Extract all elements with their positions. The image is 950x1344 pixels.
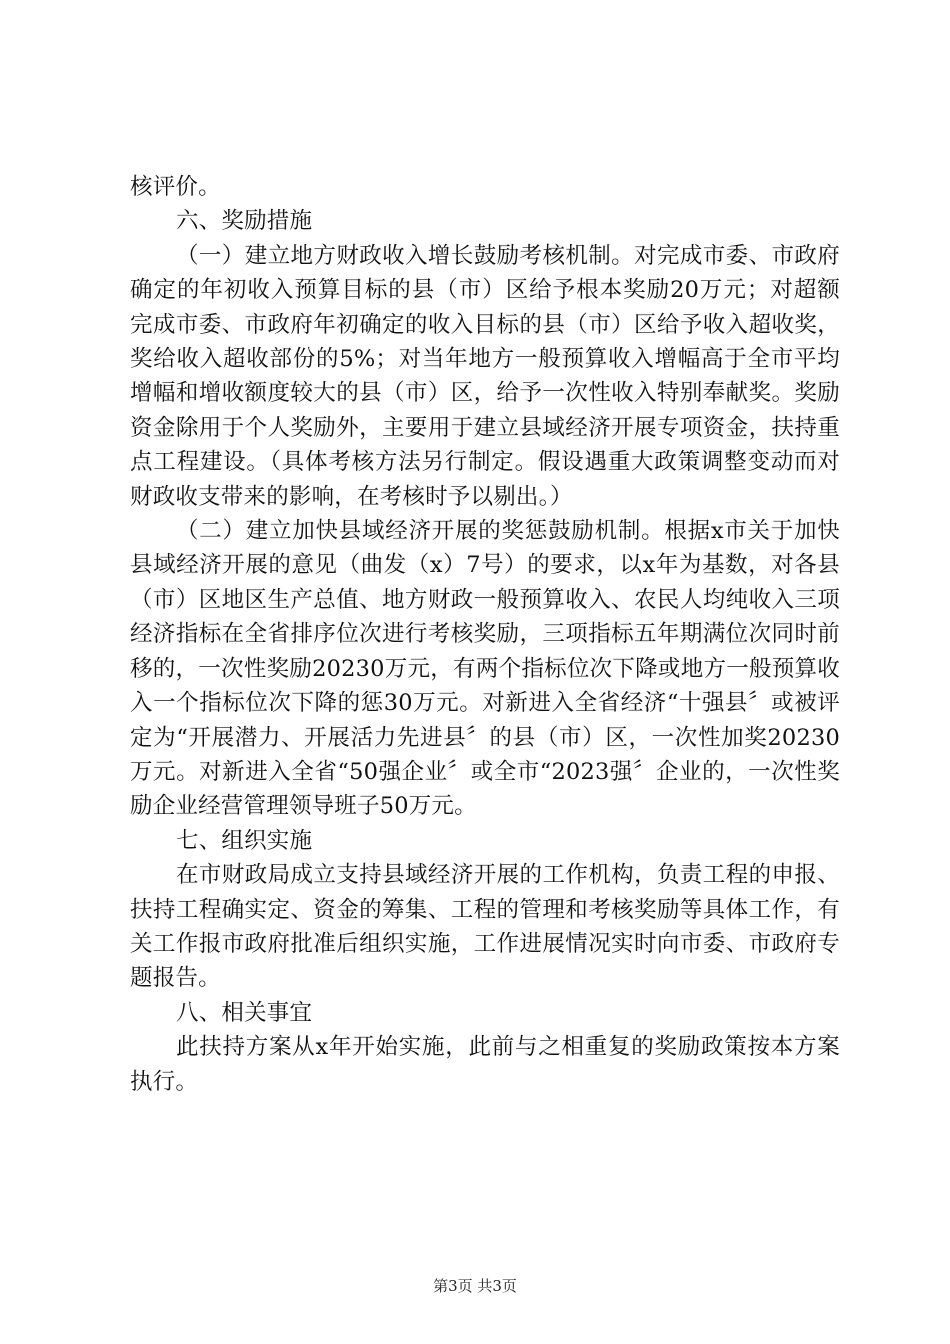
section-heading-8: 八、相关事宜 [176, 999, 313, 1026]
paragraph-related-matters: 此扶持方案从x年开始实施，此前与之相重复的奖励政策按本方案执行。 [130, 1034, 840, 1095]
page-number-footer: 第3页 共3页 [433, 1277, 517, 1295]
paragraph-continuation: 核评价。 [130, 174, 221, 200]
paragraph-organization: 在市财政局成立支持县域经济开展的工作机构，负责工程的申报、扶持工程确实定、资金的筹集、工程的管理和考核奖励等具体工作，有关工作报市政府批准后组织实施，工作进展情况实时向市委、市政府专题报告。 [130, 862, 840, 992]
section-heading-7: 七、组织实施 [176, 827, 313, 854]
paragraph-reward-1: （一）建立地方财政收入增长鼓励考核机制。对完成市委、市政府确定的年初收入预算目标的县（市）区给予根本奖励20万元；对超额完成市委、市政府年初确定的收入目标的县（市）区给予收入超收奖，奖给收入超收部份的5%；对当年地方一般预算收入增幅高于全市平均增幅和增收额度较大的县（市）区，给予一次性收入特别奉献奖。奖励资金除用于个人奖励外，主要用于建立县域经济开展专项资金，扶持重点工程建设。（具体考核方法另行制定。假设遇重大政策调整变动而对财政收支带来的影响，在考核时予以剔出。） [130, 242, 840, 510]
paragraph-reward-2: （二）建立加快县域经济开展的奖惩鼓励机制。根据x市关于加快县域经济开展的意见（曲发（x）7号）的要求，以x年为基数，对各县（市）区地区生产总值、地方财政一般预算收入、农民人均纯收入三项经济指标在全省排序位次进行考核奖励，三项指标五年期满位次同时前移的，一次性奖励20230万元，有两个指标位次下降或地方一般预算收入一个指标位次下降的惩30万元。对新进入全省经济“十强县〞或被评定为“开展潜力、开展活力先进县〞的县（市）区，一次性加奖20230万元。对新进入全省“50强企业〞或全市“2023强〞企业的，一次性奖励企业经营管理领导班子50万元。 [130, 518, 840, 820]
document-body [130, 170, 840, 1099]
section-heading-6: 六、奖励措施 [176, 208, 313, 235]
